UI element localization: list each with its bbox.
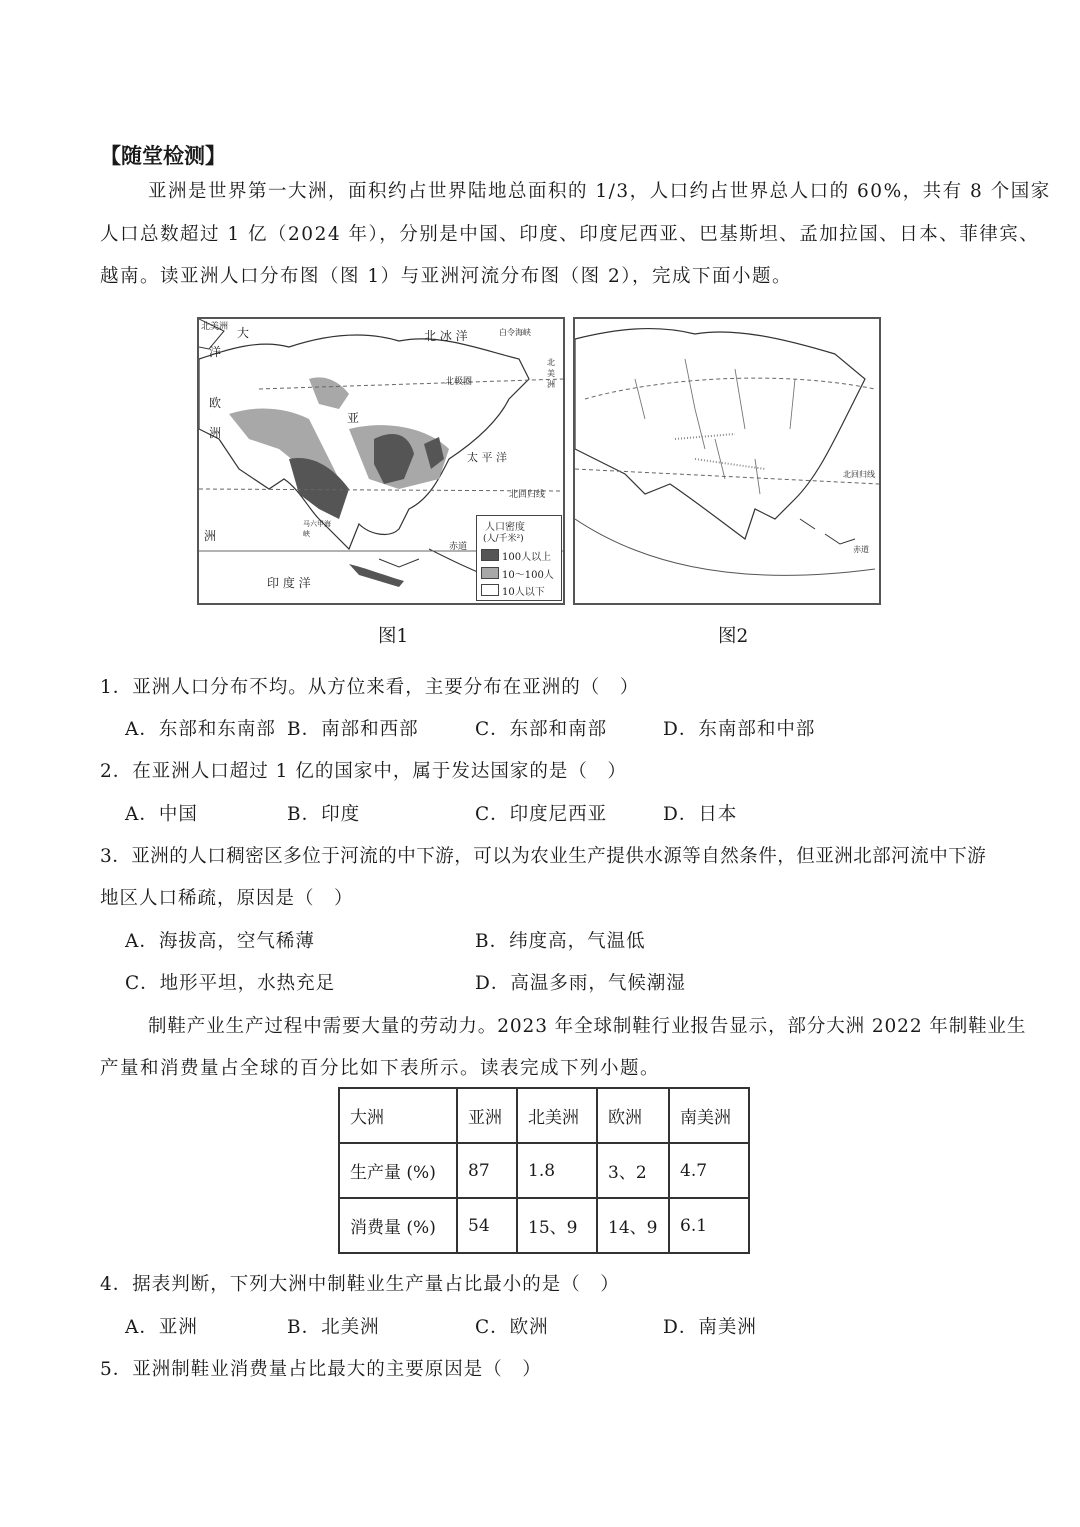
map-label-pacific: 太 平 洋 xyxy=(467,451,507,464)
river-map-graphic xyxy=(575,319,879,603)
river-map-label-tropic: 北回归线 xyxy=(843,470,875,479)
question-2-text: 在亚洲人口超过 1 亿的国家中，属于发达国家的是（ ） xyxy=(132,761,627,782)
river-map xyxy=(573,317,881,605)
map-label-indian-ocean: 印 度 洋 xyxy=(267,576,311,590)
map-label-atlantic2: 洋 xyxy=(209,345,222,359)
map-label-atlantic: 大 xyxy=(237,326,250,340)
figure1-caption: 图1 xyxy=(378,626,409,647)
intro2-line-1: 制鞋产业生产过程中需要大量的劳动力。2023 年全球制鞋行业报告显示，部分大洲 2022 年制鞋业生 xyxy=(148,1016,1027,1037)
intro-line-2: 人口总数超过 1 亿（2024 年），分别是中国、印度、印度尼西亚、巴基斯坦、孟加拉国、日本、菲律宾、 xyxy=(100,224,1040,245)
map-label-tropic: 北回归线 xyxy=(509,490,546,500)
question-4-num: 4． xyxy=(100,1274,133,1295)
q4-option-c[interactable]: C．欧洲 xyxy=(475,1317,549,1338)
q2-option-d[interactable]: D．日本 xyxy=(663,804,738,825)
map-label-asia: 亚 xyxy=(347,411,360,425)
question-4-text: 据表判断，下列大洲中制鞋业生产量占比最小的是（ ） xyxy=(132,1274,620,1295)
question-5-num: 5． xyxy=(100,1359,133,1380)
legend-item-high xyxy=(481,548,551,562)
river-map-label-equator: 赤道 xyxy=(853,545,869,554)
legend-label-low: 10人以下 xyxy=(502,586,545,598)
map-label-arctic-ocean: 北 冰 洋 xyxy=(424,329,468,343)
map-label-africa: 洲 xyxy=(204,529,217,543)
table-row xyxy=(339,1143,749,1198)
table-cell: 生产量 (%) xyxy=(339,1143,457,1198)
figure2-caption: 图2 xyxy=(718,626,749,647)
intro2-line-2: 产量和消费量占全球的百分比如下表所示。读表完成下列小题。 xyxy=(100,1058,661,1079)
q1-option-d[interactable]: D．东南部和中部 xyxy=(663,719,816,740)
table-cell: 87 xyxy=(457,1143,517,1198)
table-row xyxy=(339,1198,749,1253)
q3-option-c[interactable]: C．地形平坦，水热充足 xyxy=(125,973,336,994)
q3-option-a[interactable]: A．海拔高，空气稀薄 xyxy=(125,931,315,952)
section-title: 【随堂检测】 xyxy=(100,143,226,168)
map-label-north-america: 北美洲 xyxy=(547,358,555,389)
map-label-europe-2: 洲 xyxy=(209,426,222,440)
intro-line-1: 亚洲是世界第一大洲，面积约占世界陆地总面积的 1/3，人口约占世界总人口的 60%，共有 8 个国家 xyxy=(148,181,1051,202)
q4-option-d[interactable]: D．南美洲 xyxy=(663,1317,757,1338)
shoe-industry-table xyxy=(338,1087,750,1254)
question-3 xyxy=(100,842,986,868)
question-2 xyxy=(100,757,627,783)
table-cell: 1.8 xyxy=(517,1143,597,1198)
table-cell: 4.7 xyxy=(669,1143,749,1198)
table-cell: 15、9 xyxy=(517,1198,597,1253)
table-header-cell: 欧洲 xyxy=(597,1088,669,1143)
legend-swatch-medium xyxy=(481,567,499,579)
map-label-equator: 赤道 xyxy=(449,542,468,552)
legend-swatch-high xyxy=(481,549,499,561)
question-1-text: 亚洲人口分布不均。从方位来看，主要分布在亚洲的（ ） xyxy=(132,677,640,698)
q3-option-b[interactable]: B．纬度高，气温低 xyxy=(475,931,646,952)
question-1 xyxy=(100,673,639,699)
q1-option-c[interactable]: C．东部和南部 xyxy=(475,719,608,740)
question-5 xyxy=(100,1355,542,1381)
q2-option-c[interactable]: C．印度尼西亚 xyxy=(475,804,608,825)
table-cell: 14、9 xyxy=(597,1198,669,1253)
map-legend xyxy=(476,515,562,601)
legend-title: 人口密度 xyxy=(485,522,525,533)
question-3-text-2: 地区人口稀疏，原因是（ ） xyxy=(100,888,354,909)
map-label-arctic-circle: 北极圈 xyxy=(445,377,473,387)
q4-option-a[interactable]: A．亚洲 xyxy=(125,1317,198,1338)
map-label-bering: 白令海峡 xyxy=(499,328,531,337)
table-header-cell: 南美洲 xyxy=(669,1088,749,1143)
map-label-europe-1: 欧 xyxy=(209,396,222,410)
legend-label-high: 100人以上 xyxy=(502,551,552,563)
question-3-text: 亚洲的人口稠密区多位于河流的中下游，可以为农业生产提供水源等自然条件，但亚洲北部河流中下游 xyxy=(131,846,987,867)
q1-option-a[interactable]: A．东部和东南部 xyxy=(125,719,276,740)
table-cell: 3、2 xyxy=(597,1143,669,1198)
table-header-row xyxy=(339,1088,749,1143)
table-cell: 54 xyxy=(457,1198,517,1253)
q3-option-d[interactable]: D．高温多雨，气候潮湿 xyxy=(475,973,686,994)
intro-line-3: 越南。读亚洲人口分布图（图 1）与亚洲河流分布图（图 2），完成下面小题。 xyxy=(100,266,793,287)
legend-item-medium xyxy=(481,566,554,580)
map-label-topleft: 北美洲 xyxy=(201,322,229,332)
table-header-cell: 大洲 xyxy=(339,1088,457,1143)
q1-option-b[interactable]: B．南部和西部 xyxy=(287,719,419,740)
map-label-malacca: 马六甲海峡 xyxy=(303,520,331,538)
table-cell: 6.1 xyxy=(669,1198,749,1253)
q2-option-b[interactable]: B．印度 xyxy=(287,804,361,825)
legend-swatch-low xyxy=(481,584,499,596)
question-5-text: 亚洲制鞋业消费量占比最大的主要原因是（ ） xyxy=(132,1359,542,1380)
legend-label-medium: 10～100人 xyxy=(502,569,554,581)
table-header-cell: 北美洲 xyxy=(517,1088,597,1143)
table-cell: 消费量 (%) xyxy=(339,1198,457,1253)
q4-option-b[interactable]: B．北美洲 xyxy=(287,1317,380,1338)
legend-unit: (人/千米²) xyxy=(483,534,524,544)
question-1-num: 1． xyxy=(100,677,133,698)
question-2-num: 2． xyxy=(100,761,133,782)
table-header-cell: 亚洲 xyxy=(457,1088,517,1143)
question-3-num: 3． xyxy=(100,846,132,867)
question-4 xyxy=(100,1270,620,1296)
legend-item-low xyxy=(481,583,545,597)
q2-option-a[interactable]: A．中国 xyxy=(125,804,198,825)
